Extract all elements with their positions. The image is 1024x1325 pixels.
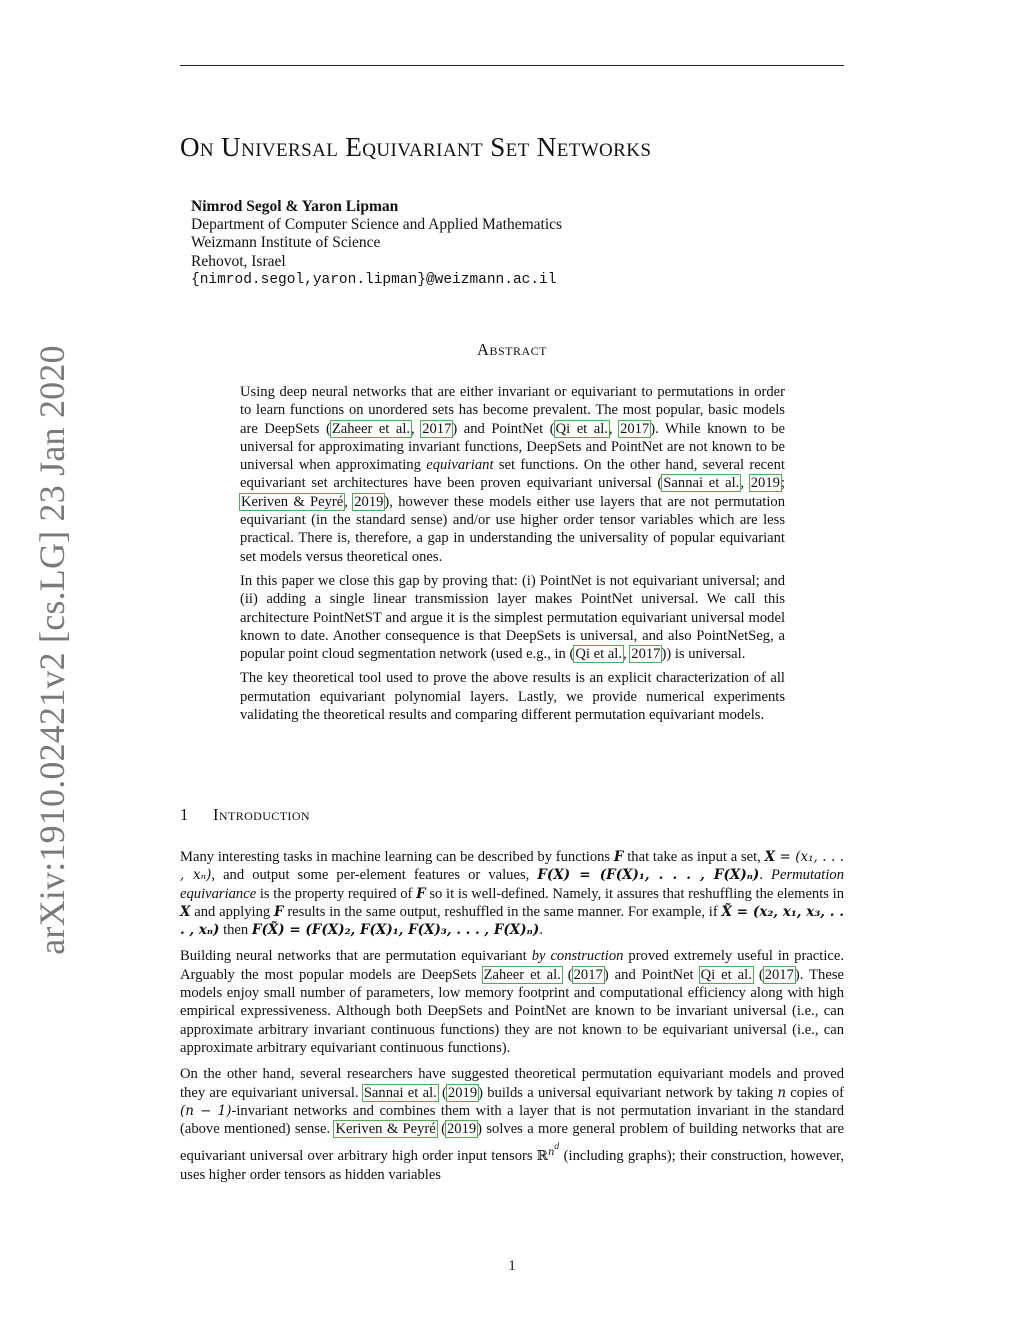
math-symbol: X	[764, 849, 776, 865]
text: . These models enjoy small number of parameters, low memory footprint and computational efficiency along with high empirical expressiveness. Although both DeepSets and PointNet are known to be invariant universal (i.e., can approximate arbitrary invariant continuous functions) they are not known to be equivariant universal (i.e., can approximate arbitrary equivariant continuous functions).	[180, 966, 844, 1056]
text: ,	[608, 420, 620, 437]
page-number: 1	[508, 1258, 516, 1274]
citation-link[interactable]: Keriven & Peyré	[335, 1121, 436, 1138]
author-names: Nimrod Segol & Yaron Lipman	[191, 198, 399, 215]
citation-year-link[interactable]: 2017	[631, 646, 661, 663]
section-number: 1	[180, 805, 189, 824]
text: and applying	[190, 903, 274, 920]
citation-year-link[interactable]: 2017	[573, 966, 603, 983]
arxiv-identifier[interactable]: arXiv:1910.02421v2 [cs.LG] 23 Jan 2020	[32, 345, 72, 955]
text: ). While known to be universal for approximating invariant functions, DeepSets and PointNet are not known to be universal when approximating	[240, 420, 786, 474]
text: ,	[344, 493, 354, 510]
text: ,	[740, 475, 750, 492]
math-expression: F(X̃) = (F(X)₂, F(X)₁, F(X)₃, . . . , F(X)ₙ)	[251, 922, 540, 939]
emphasis: by construction	[531, 948, 624, 965]
text: ), however these models either use layers that are not permutation equivariant (in the standard sense) and/or use higher order tensor variables which are less practical. There is, therefore, a gap in understanding the universality of popular equivariant set models versus theoretical ones.	[240, 493, 785, 565]
citation-link[interactable]: Qi et al.	[555, 420, 608, 437]
math-symbol: F	[613, 849, 624, 865]
section-heading	[180, 805, 844, 825]
text: Many interesting tasks in machine learning can be described by functions	[180, 849, 614, 865]
author-email[interactable]: {nimrod.segol,yaron.lipman}@weizmann.ac.il	[191, 271, 557, 288]
text: results in the same output, reshuffled in the same manner. For example, if	[283, 903, 722, 920]
text: copies of	[786, 1084, 845, 1101]
text: ,	[622, 646, 631, 663]
paper-title: On Universal Equivariant Set Networks	[180, 132, 652, 162]
text: Using deep neural networks that are either invariant or equivariant to permutations in order to learn functions on unordered sets has become prevalent. The most popular, basic models are DeepSets (	[240, 384, 785, 437]
citation-link[interactable]: Qi et al.	[700, 966, 752, 983]
citation-link[interactable]: Sannai et al.	[663, 475, 740, 492]
introduction-body	[180, 848, 844, 1192]
text: (including graphs); their construction, however, uses higher order tensors as hidden variables	[180, 1148, 844, 1183]
math-expression: X̃ = (x₂, x₁, x₃, . . . , xₙ)	[180, 903, 844, 939]
text: On the other hand, several researchers have suggested theoretical permutation equivariant models and proved they are equivariant universal.	[180, 1066, 844, 1101]
author-location: Rehovot, Israel	[191, 252, 286, 270]
math-symbol: X	[180, 903, 191, 920]
math-superscript: d	[554, 1142, 560, 1152]
text: .	[539, 922, 543, 939]
math-symbol: F	[273, 903, 284, 920]
abstract-paragraph-1	[240, 383, 785, 566]
math-superscript: n	[547, 1146, 555, 1158]
citation-year-link[interactable]: 2019	[750, 475, 780, 492]
text: In this paper we close this gap by proving that: (i) PointNet is not equivariant universal; and (ii) adding a single linear transmission layer makes PointNet universal. We call this architecture PointNetST and argue it is the simplest permutation equivariant universal model known to date. Another consequence is that DeepSets is universal, and also PointNetSeg, a popular point cloud segmentation network (used e.g., in (	[240, 572, 785, 663]
intro-paragraph-2: Building neural networks that are permutation equivariant by construction proved extremely useful in practice. Arguably the most popular models are DeepSets Zaheer et al. (2017) and PointNet Qi et al. (2017). These models enjoy small number of parameters, low memory footprint and computational efficiency along with high empirical expressiveness. Although both DeepSets and PointNet are known to be invariant universal (i.e., can approximate arbitrary invariant continuous functions) they are not known to be equivariant universal (i.e., can approximate arbitrary equivariant continuous functions).	[180, 948, 844, 1056]
citation-link[interactable]: Zaheer et al.	[483, 966, 561, 983]
text: and PointNet	[608, 966, 700, 983]
citation-year-link[interactable]: 2017	[620, 420, 650, 437]
math-expression: (n − 1)	[180, 1102, 232, 1119]
math-symbol: F	[416, 885, 426, 902]
math-symbol: n	[777, 1084, 787, 1101]
math-expression: F(X) = (F(X)₁, . . . , F(X)ₙ)	[537, 867, 760, 884]
text: Building neural networks that are permutation equivariant	[180, 948, 532, 965]
author-block	[191, 198, 791, 289]
text: proved extremely useful in practice. Arguably the most popular models are DeepSets	[180, 948, 844, 983]
text: ;	[780, 475, 785, 492]
emphasis: equivariant	[426, 457, 494, 474]
abstract-heading: Abstract	[477, 340, 547, 359]
text: -invariant networks and combines them with a layer that is not permutation invariant in the standard (above mentioned) sense.	[180, 1102, 844, 1138]
intro-paragraph-1	[180, 848, 844, 939]
citation-year-link[interactable]: 2019	[446, 1121, 477, 1138]
abstract-body	[240, 383, 785, 730]
citation-year-link[interactable]: 2019	[447, 1084, 478, 1101]
top-rule	[180, 65, 844, 66]
citation-year-link[interactable]: 2017	[422, 420, 452, 437]
citation-year-link[interactable]: 2019	[354, 493, 384, 510]
abstract-paragraph-2	[240, 572, 785, 663]
math-symbol: ℝ	[536, 1148, 548, 1165]
author-institute: Weizmann Institute of Science	[191, 234, 381, 252]
text: is the property required of	[256, 885, 417, 902]
citation-link[interactable]: Keriven & Peyré	[241, 493, 344, 510]
abstract-paragraph-3: The key theoretical tool used to prove the above results is an explicit characterization of all permutation equivariant polynomial layers. Lastly, we provide numerical experiments validating the theoretical results and comparing different permutation equivariant models.	[240, 670, 785, 724]
text: solves a more general problem of building networks that are equivariant universal over arbitrary high order input tensors	[180, 1121, 845, 1165]
citation-year-link[interactable]: 2017	[764, 966, 794, 983]
citation-link[interactable]: Qi et al.	[575, 646, 622, 663]
text: builds a universal equivariant network by taking	[482, 1084, 778, 1101]
citation-link[interactable]: Sannai et al.	[363, 1084, 437, 1101]
text: set functions. On the other hand, several recent equivariant set architectures have been proven equivariant universal (	[240, 457, 785, 492]
text: ,	[411, 420, 422, 437]
text: that take as input a set,	[623, 849, 765, 865]
text: , and output some per-element features or values,	[211, 867, 538, 884]
text: )) is universal.	[661, 646, 746, 663]
section-title: Introduction	[213, 805, 310, 824]
citation-link[interactable]: Zaheer et al.	[331, 420, 411, 437]
text: .	[759, 867, 772, 884]
author-department: Department of Computer Science and Applied Mathematics	[191, 216, 563, 234]
intro-paragraph-3: On the other hand, several researchers have suggested theoretical permutation equivariant models and proved they are equivariant universal. Sannai et al. (2019) builds a universal equivariant network by taking n copies of (n − 1)-invariant networks and combines them with a layer that is not permutation invariant in the standard (above mentioned) sense. Keriven & Peyré (2019) solves a more general problem of building networks that are equivariant universal over arbitrary high order input tensors ℝ$^{n^d}$ (including graphs); their construction, however, uses higher order tensors as hidden variables	[180, 1066, 845, 1183]
text: so it is well-defined. Namely, it assures that reshuffling the elements in	[425, 885, 844, 902]
emphasis: Permutation equivariance	[180, 867, 845, 902]
text: ) and PointNet (	[452, 420, 555, 437]
math-expression: = (x₁, . . . , xₙ)	[180, 849, 844, 884]
text: then	[219, 922, 252, 939]
